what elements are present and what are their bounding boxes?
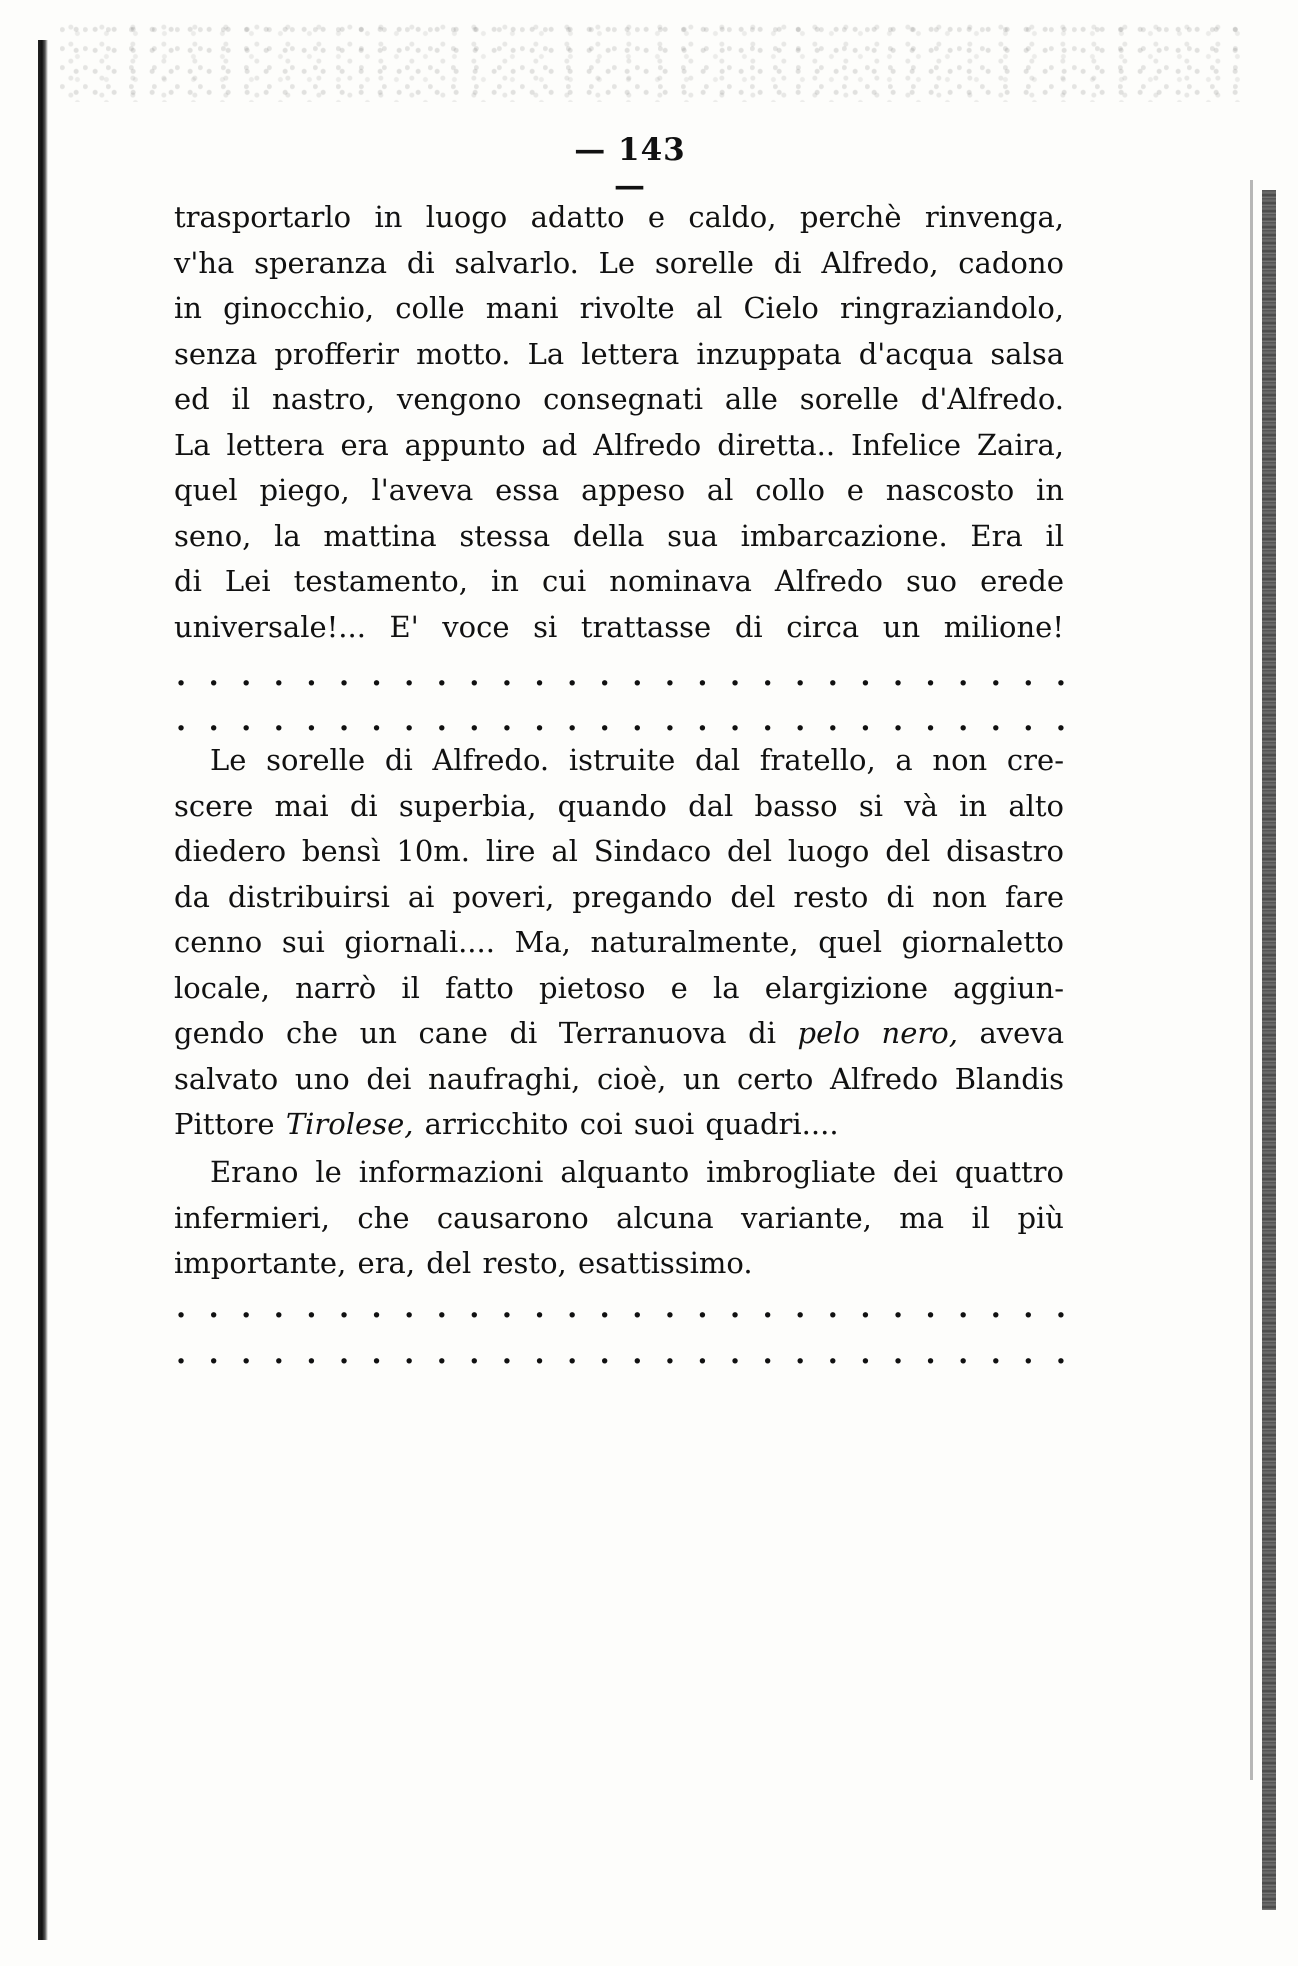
scan-edge-right <box>1262 190 1276 1910</box>
text-line: universale!... E' voce si trattasse di circa un milione! <box>174 609 1064 644</box>
dot-leader: . . . . . . . . . . . . . . . . . . . . . . . . . . . . <box>176 658 1066 692</box>
text-line: diedero bensì 10m. lire al Sindaco del luogo del disastro <box>174 834 1064 868</box>
ellipsis-row-2 <box>176 703 1066 737</box>
text-line: di Lei testamento, in cui nominava Alfredo suo erede <box>174 564 1064 598</box>
text-line: Le sorelle di Alfredo. istruite dal fratello, a non cre- <box>210 743 1064 777</box>
text-line: trasportarlo in luogo adatto e caldo, perchè rinvenga, <box>174 200 1064 234</box>
scan-edge-left <box>38 40 48 1940</box>
paragraph-2 <box>174 738 1064 1148</box>
text-line: v'ha speranza di salvarlo. Le sorelle di Alfredo, cadono <box>174 245 1064 280</box>
scan-edge-right-thin <box>1250 180 1253 1780</box>
scan-speckle <box>60 22 1240 102</box>
text-line: seno, la mattina stessa della sua imbarcazione. Era il <box>174 518 1064 553</box>
italic-text: pelo nero, <box>797 1016 958 1050</box>
ellipsis-row-3 <box>176 1290 1066 1324</box>
text-line <box>174 1011 1064 1057</box>
text-line: Erano le informazioni alquanto imbrogliate dei quattro <box>210 1155 1064 1189</box>
text-line: locale, narrò il fatto pietoso e la elargizione aggiun- <box>174 970 1064 1005</box>
text-line: quel piego, l'aveva essa appeso al collo e nascosto in <box>174 473 1064 507</box>
text-segment: aveva <box>957 1016 1064 1050</box>
text-segment: arricchito coi suoi quadri.... <box>413 1107 839 1141</box>
dot-leader: . . . . . . . . . . . . . . . . . . . . . . . . . . . . <box>176 1290 1066 1324</box>
text-line: cenno sui giornali.... Ma, naturalmente, quel giornaletto <box>174 925 1064 959</box>
text-line: ed il nastro, vengono consegnati alle sorelle d'Alfredo. <box>174 382 1064 416</box>
italic-text: Tirolese, <box>285 1107 414 1141</box>
dot-leader: . . . . . . . . . . . . . . . . . . . . . . . . . . . . <box>176 703 1066 737</box>
text-line: da distribuirsi ai poveri, pregando del resto di non fare <box>174 879 1064 914</box>
paragraph-3 <box>174 1150 1064 1287</box>
ellipsis-row-1 <box>176 658 1066 692</box>
text-line: infermieri, che causarono alcuna variante, ma il più <box>174 1200 1064 1235</box>
text-segment: Pittore <box>174 1107 286 1141</box>
text-line: importante, era, del resto, esattissimo. <box>174 1246 753 1280</box>
text-line: salvato uno dei naufraghi, cioè, un certo Alfredo Blandis <box>174 1061 1064 1096</box>
text-line: senza profferir motto. La lettera inzuppata d'acqua salsa <box>174 336 1064 371</box>
text-line: La lettera era appunto ad Alfredo diretta.. Infelice Zaira, <box>174 427 1064 462</box>
paragraph-1 <box>174 195 1064 650</box>
text-segment: gendo che un cane di Terranuova di <box>174 1016 798 1050</box>
page-number: — 143 — <box>574 132 686 204</box>
dot-leader: . . . . . . . . . . . . . . . . . . . . . . . . . . . . <box>176 1336 1066 1370</box>
text-line <box>174 1102 1064 1148</box>
text-line: in ginocchio, colle mani rivolte al Cielo ringraziandolo, <box>174 291 1064 325</box>
text-line: scere mai di superbia, quando dal basso si và in alto <box>174 788 1064 823</box>
ellipsis-row-4 <box>176 1336 1066 1370</box>
